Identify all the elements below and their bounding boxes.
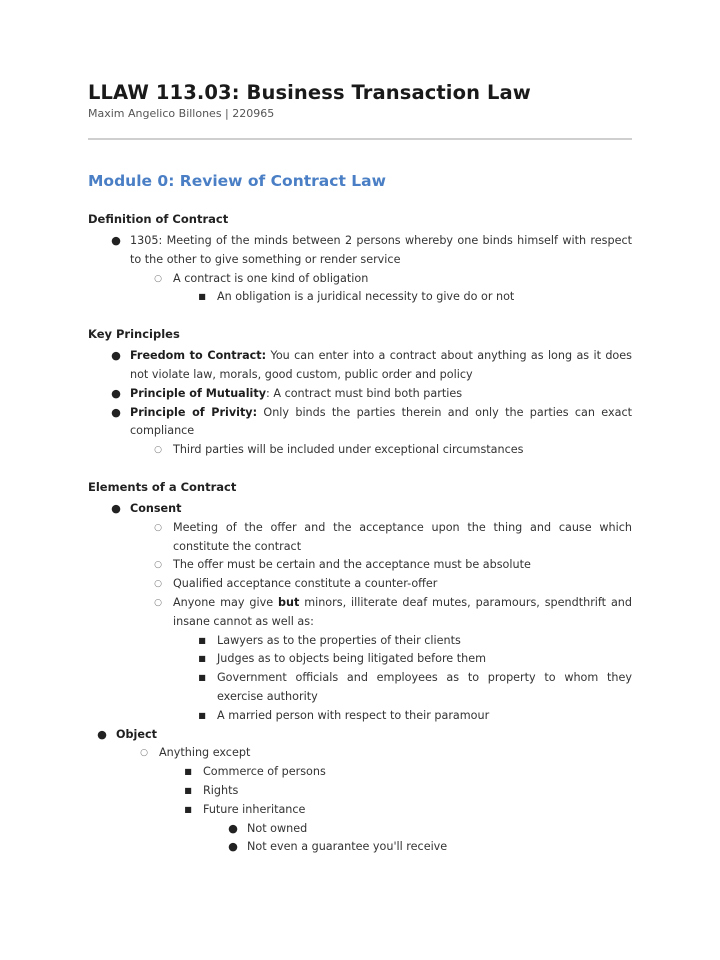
list-item <box>88 519 632 557</box>
section-title: Definition of Contract <box>88 212 229 226</box>
section-title: Key Principles <box>88 327 180 342</box>
elements-list <box>88 500 632 857</box>
list-item-consent <box>88 500 632 519</box>
document-subtitle: Maxim Angelico Billones | 220965 <box>88 107 275 120</box>
list-item <box>88 650 632 669</box>
square-bullet-icon: ■ <box>198 292 206 302</box>
list-item-text: You can enter into a contract about anything as long as it does not violate law, morals, good custom, public order and policy <box>130 349 632 381</box>
square-bullet-icon: ■ <box>184 785 192 795</box>
disc-bullet-icon: ● <box>111 349 121 363</box>
list-item-text: Meeting of the offer and the acceptance upon the thing and cause which constitute the contract <box>173 520 632 553</box>
list-item-text: A contract is one kind of obligation <box>173 271 369 285</box>
list-item-text: Government officials and employees as to property to whom they exercise authority <box>217 671 632 703</box>
list-item <box>88 347 632 385</box>
list-item <box>88 441 632 460</box>
list-item <box>74 838 632 857</box>
term-label: Consent <box>130 501 182 515</box>
list-item-text: Not owned <box>247 821 308 835</box>
section-title: Elements of a Contract <box>88 479 237 494</box>
list-item-text: An obligation is a juridical necessity to give do or not <box>217 290 515 304</box>
list-item-text: A married person with respect to their paramour <box>217 708 490 722</box>
disc-bullet-icon: ● <box>97 727 107 741</box>
square-bullet-icon: ■ <box>184 767 192 777</box>
circle-bullet-icon: ○ <box>154 597 162 608</box>
square-bullet-icon: ■ <box>198 673 206 683</box>
disc-bullet-icon: ● <box>111 234 121 247</box>
document-page <box>88 80 632 857</box>
list-item-text: : A contract must bind both parties <box>266 386 463 400</box>
term-label: Principle of Mutuality <box>130 386 267 400</box>
list-item-text: 1305: Meeting of the minds between 2 persons whereby one binds himself with respect to the other to give something or render service <box>130 234 632 266</box>
list-item-text: minors, illiterate deaf mutes, paramours, spendthrift and insane cannot as well as: <box>173 595 632 628</box>
list-item-text: Lawyers as to the properties of their clients <box>217 633 461 647</box>
disc-bullet-icon: ● <box>111 501 121 515</box>
disc-bullet-icon: ● <box>111 405 121 419</box>
list-item <box>88 669 632 707</box>
definition-list <box>88 232 632 307</box>
disc-bullet-icon: ● <box>228 840 238 854</box>
list-item-text: Anyone may give <box>173 595 278 609</box>
list-item-text: Future inheritance <box>203 802 306 816</box>
section-elements <box>88 478 632 857</box>
list-item-text: Third parties will be included under exceptional circumstances <box>173 443 524 457</box>
horizontal-divider <box>88 138 632 140</box>
list-item <box>88 288 632 307</box>
list-item <box>74 820 632 839</box>
disc-bullet-icon: ● <box>228 821 238 835</box>
list-item-object <box>74 726 632 745</box>
square-bullet-icon: ■ <box>198 635 206 645</box>
list-item-text: Commerce of persons <box>203 765 326 779</box>
list-item <box>88 232 632 270</box>
principles-list <box>88 347 632 460</box>
section-key-principles <box>88 325 632 460</box>
list-item-text: Not even a guarantee you'll receive <box>247 840 448 854</box>
square-bullet-icon: ■ <box>198 710 206 720</box>
list-item <box>74 801 632 820</box>
list-item <box>88 556 632 575</box>
circle-bullet-icon: ○ <box>140 748 148 759</box>
list-item <box>74 782 632 801</box>
term-label: Object <box>116 727 157 741</box>
list-item-text: Judges as to objects being litigated before them <box>217 652 487 666</box>
list-item-text: Anything except <box>159 746 251 760</box>
list-item-text: Rights <box>203 783 239 797</box>
circle-bullet-icon: ○ <box>154 579 162 590</box>
module-heading: Module 0: Review of Contract Law <box>88 172 386 190</box>
square-bullet-icon: ■ <box>198 654 206 664</box>
list-item <box>74 744 632 763</box>
circle-bullet-icon: ○ <box>154 522 162 533</box>
disc-bullet-icon: ● <box>111 386 121 400</box>
list-item <box>88 404 632 442</box>
circle-bullet-icon: ○ <box>154 445 162 456</box>
list-item-text: Qualified acceptance constitute a counter-offer <box>173 577 438 591</box>
emphasis-text: but <box>277 595 300 609</box>
list-item <box>88 632 632 651</box>
term-label: Freedom to Contract: <box>130 349 267 363</box>
list-item <box>88 385 632 404</box>
circle-bullet-icon: ○ <box>154 273 162 284</box>
list-item-text: The offer must be certain and the acceptance must be absolute <box>173 558 531 572</box>
square-bullet-icon: ■ <box>184 804 192 814</box>
list-item <box>88 594 632 632</box>
list-item-text: Only binds the parties therein and only the parties can exact compliance <box>130 405 632 438</box>
list-item <box>88 270 632 289</box>
circle-bullet-icon: ○ <box>154 560 162 571</box>
list-item <box>88 575 632 594</box>
section-definition <box>88 210 632 307</box>
list-item <box>74 763 632 782</box>
term-label: Principle of Privity: <box>130 405 258 419</box>
document-title: LLAW 113.03: Business Transaction Law <box>88 81 531 104</box>
list-item <box>88 707 632 726</box>
